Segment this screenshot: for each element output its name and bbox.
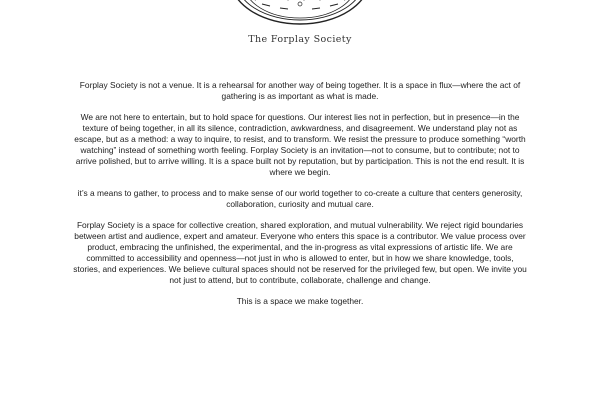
paragraph-4: Forplay Society is a space for collective creation, shared exploration, and mutual vulnerability. We reject rigid boundaries between artist and audience, expert and amateur. Everyone who enters this space is a contributor. We value process over product, embracing the unfinished, the experimental, and the in-progress as vital expressions of artistic life. We are committed to accessibility and openness—not just in who is allowed to enter, but in how we share knowledge, tools, stories, and experiences. We believe cultural spaces should not be reserved for the privileged few, but open. We invite you not just to attend, but to contribute, collaborate, challenge and change. (73, 220, 527, 285)
paragraph-1: Forplay Society is not a venue. It is a rehearsal for another way of being together. It is a space in flux—where the act of gathering is as important as what is made. (79, 80, 521, 101)
society-emblem-logo (224, 0, 376, 38)
paragraph-5: This is a space we make together. (236, 296, 364, 306)
logo-title: The Forplay Society (248, 34, 352, 45)
paragraph-3: it’s a means to gather, to process and to make sense of our world together to co-create a culture that centers generosity, collaboration, curiosity and mutual care. (77, 188, 523, 209)
paragraph-2: We are not here to entertain, but to hold space for questions. Our interest lies not in perfection, but in presence—in the texture of being together, in all its silence, contradiction, awkwardness, and disagreement. We understand play not as escape, but as a method: a way to inquire, to resist, and to transform. We resist the pressure to produce something “worth watching” instead of something worth feeling. Forplay Society is an invitation—not to consume, but to contribute; not to arrive polished, but to arrive willing. It is a space built not by reputation, but by participation. This is not the end result. It is where we begin. (74, 112, 526, 177)
manifesto-text (72, 80, 528, 317)
